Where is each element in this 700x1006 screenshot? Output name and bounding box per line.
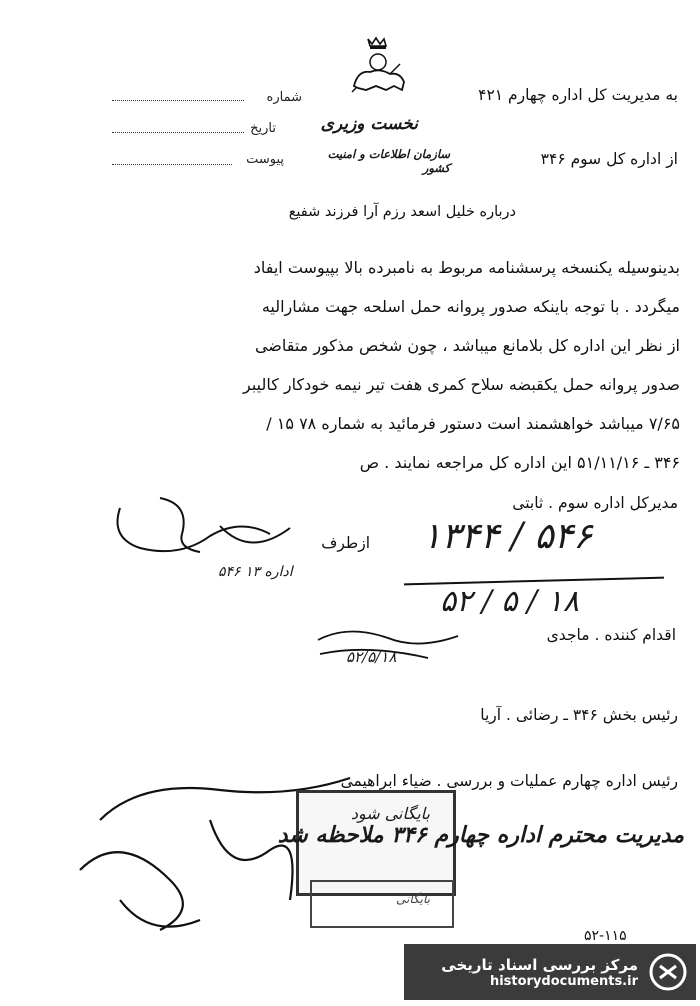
bottom-handwritten-note: مدیریت محترم اداره چهارم ۳۴۶ ملاحظه شد: [277, 822, 684, 848]
registration-number: ۱۳۴۴ / ۵۴۶: [422, 516, 593, 557]
signature-ref: ۵۴۶ اداره ۱۳: [218, 564, 293, 580]
watermark-name: مرکز بررسی اسناد تاریخی: [441, 955, 638, 974]
processed-handwriting: ۵۲/۵/۱۸: [346, 648, 397, 666]
document-code: ۵۲-۱۱۵: [584, 928, 627, 944]
signature-mark: [100, 478, 300, 578]
stamp-top-text: بایگانی شود: [350, 804, 430, 823]
body-text: [96, 256, 680, 490]
body-line: صدور پروانه حمل یکقبضه سلاح کمری هفت تیر نیمه خودکار کالیبر: [242, 375, 680, 394]
section-head: رئیس بخش ۳۴۶ ـ رضائی . آریا: [480, 706, 678, 724]
subject-line: درباره خلیل اسعد رزم آرا فرزند شفیع: [288, 204, 516, 220]
signatory-title: مدیرکل اداره سوم . ثابتی: [512, 494, 678, 512]
number-label: شماره: [266, 90, 302, 105]
processed-by: اقدام کننده . ماجدی: [546, 626, 676, 644]
date-dots: [112, 132, 244, 133]
body-line: ۷/۶۵ میباشد خواهشمند است دستور فرمائید به شماره ۷۸ ۱۵ /: [266, 414, 680, 433]
registration-date: ۵۲ / ۵ / ۱۸: [440, 584, 579, 619]
ministry-handwriting: نخست وزیری: [320, 114, 418, 134]
attachment-dots: [112, 164, 232, 165]
body-line: بدینوسیله یکنسخه پرسشنامه مربوط به نامبرده بالا بپیوست ایفاد: [253, 258, 680, 277]
body-line: از نظر این اداره کل بلامانع میباشد ، چون شخص مذکور متقاضی: [254, 336, 680, 355]
on-behalf-label: ازطرف: [321, 534, 370, 552]
org-handwriting: سازمان اطلاعات و امنیت کشور: [327, 147, 450, 175]
body-line: ۳۴۶ ـ ۵۱/۱۱/۱۶ این اداره کل مراجعه نمایند . ص: [359, 453, 680, 472]
body-line: میگردد . با توجه باینکه صدور پروانه حمل اسلحه جهت مشارالیه: [261, 297, 680, 316]
emblem-icon: [346, 36, 410, 96]
watermark-banner: [404, 944, 696, 1000]
attachment-label: پیوست: [246, 152, 284, 167]
from-line: از اداره کل سوم ۳۴۶: [540, 150, 678, 168]
watermark-logo-icon: [646, 950, 690, 994]
department-head: رئیس اداره چهارم عملیات و بررسی . ضیاء ابراهیمی: [340, 772, 678, 790]
date-label: تاریخ: [250, 121, 276, 136]
to-line: به مدیریت کل اداره چهارم ۴۲۱: [478, 86, 678, 104]
watermark-url: historydocuments.ir: [489, 973, 638, 989]
number-dots: [112, 100, 244, 101]
stamp-bottom-text: بایگانی: [396, 892, 430, 906]
